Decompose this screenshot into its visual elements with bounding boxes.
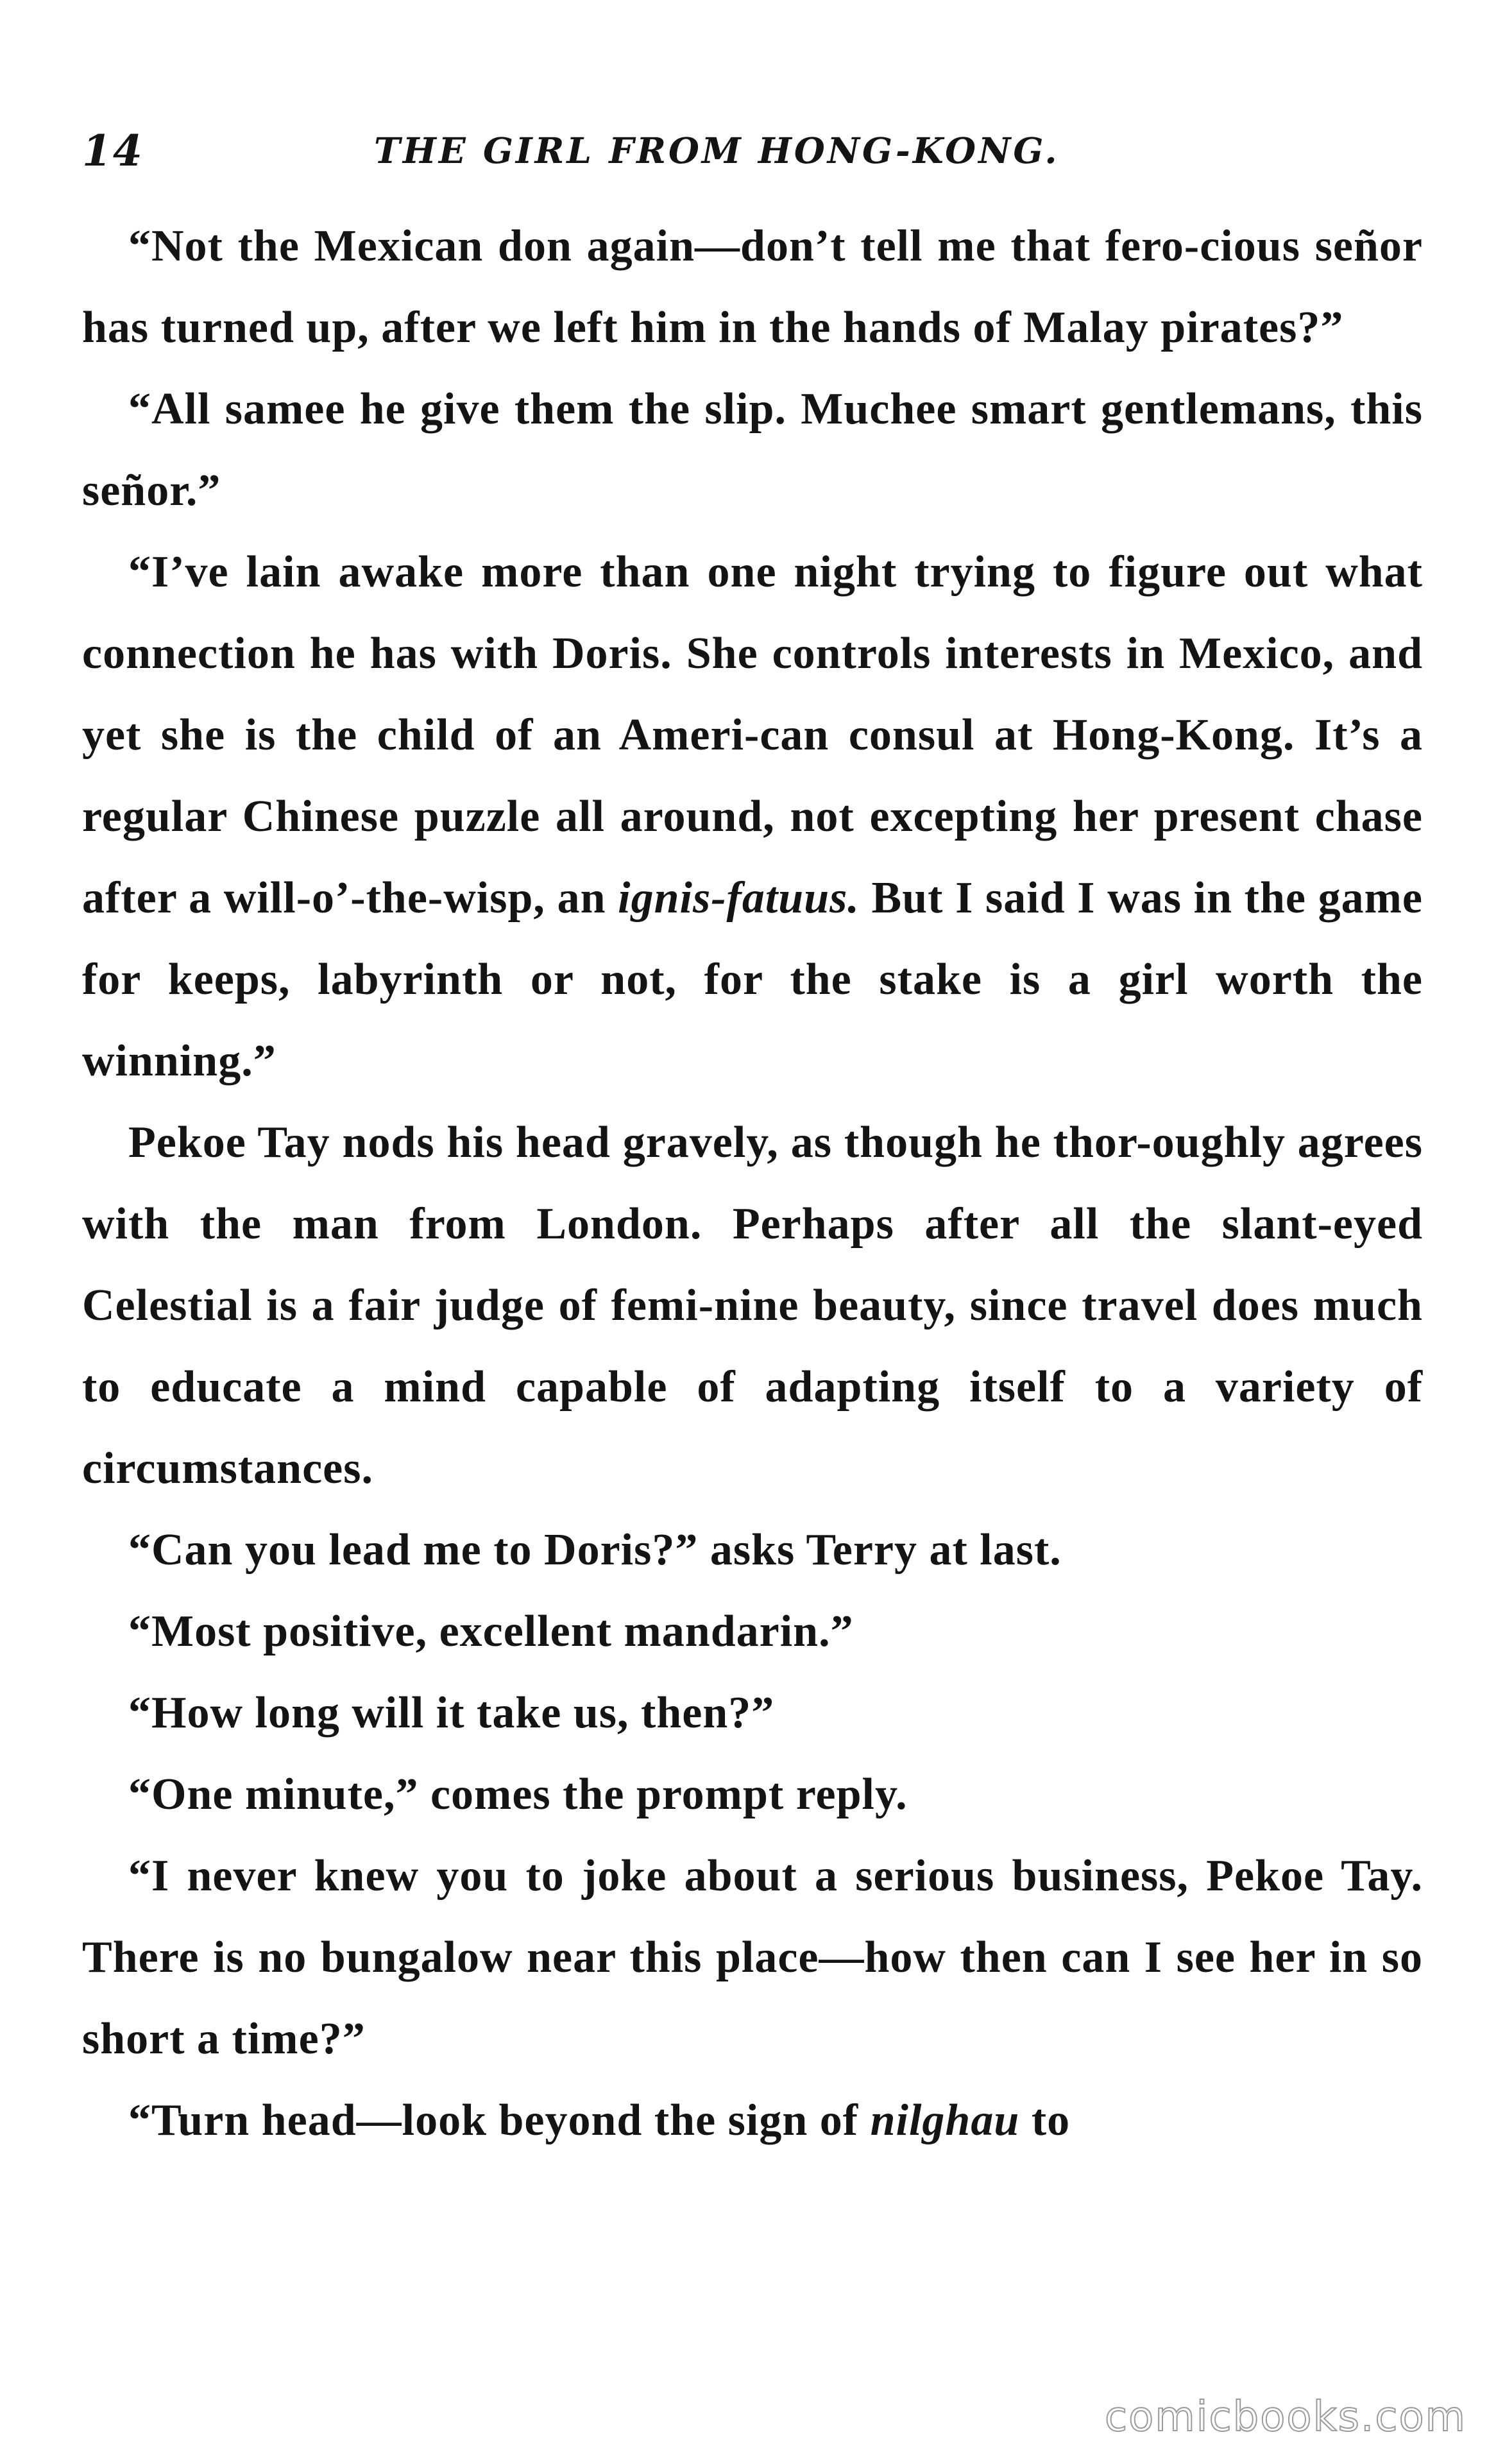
paragraph-text: “Can you lead me to Doris?” asks Terry at last. <box>128 1525 1062 1575</box>
paragraph-text: “How long will it take us, then?” <box>128 1688 775 1738</box>
paragraph <box>82 1672 1423 1754</box>
body-text <box>82 205 1423 2161</box>
paragraph <box>82 368 1423 531</box>
paragraph-text: But I said I was in the game for keeps, labyrinth or not, for the stake is a girl worth the winning.” <box>82 873 1423 1086</box>
paragraph-text: Pekoe Tay nods his head gravely, as though he thor-oughly agrees with the man from London. Perhaps after all the slant-eyed Celestial is a fair judge of femi-nine beauty, since travel does much to educate a mind capable of adapting itself to a variety of circumstances. <box>82 1118 1423 1493</box>
running-head-title: THE GIRL FROM HONG-KONG. <box>374 130 1060 171</box>
paragraph <box>82 1591 1423 1672</box>
paragraph <box>82 205 1423 368</box>
paragraph-text: “All samee he give them the slip. Muchee smart gentlemans, this señor.” <box>82 384 1423 515</box>
paragraph-text: “I’ve lain awake more than one night trying to figure out what connection he has with Doris. She controls interests in Mexico, and yet she is the child of an Ameri-can consul at Hong-Kong. It’s a regular Chinese puzzle all around, not excepting her present chase after a will-o’-the-wisp, an <box>82 547 1423 923</box>
paragraph-text: “Not the Mexican don again—don’t tell me that fero-cious señor has turned up, after we left him in the hands of Malay pirates?” <box>82 221 1423 352</box>
paragraph <box>82 1102 1423 1509</box>
paragraph-text: “Most positive, excellent mandarin.” <box>128 1607 854 1656</box>
paragraph <box>82 2080 1423 2161</box>
paragraph <box>82 1835 1423 2080</box>
watermark: comicbooks.com <box>1104 2393 1467 2441</box>
paragraph-text: “One minute,” comes the prompt reply. <box>128 1770 908 1819</box>
paragraph <box>82 531 1423 1102</box>
paragraph <box>82 1754 1423 1835</box>
paragraph <box>82 1509 1423 1591</box>
paragraph-text: to <box>1019 2096 1071 2145</box>
italic-phrase: nilghau <box>870 2096 1020 2145</box>
running-head <box>82 126 1423 184</box>
page-number: 14 <box>82 126 144 176</box>
paragraph-text: “I never knew you to joke about a serious business, Pekoe Tay. There is no bungalow near this place—how then can I see her in so short a time?” <box>82 1851 1423 2064</box>
italic-phrase: ignis-fatuus. <box>618 873 860 923</box>
paragraph-text: “Turn head—look beyond the sign of <box>128 2096 871 2145</box>
